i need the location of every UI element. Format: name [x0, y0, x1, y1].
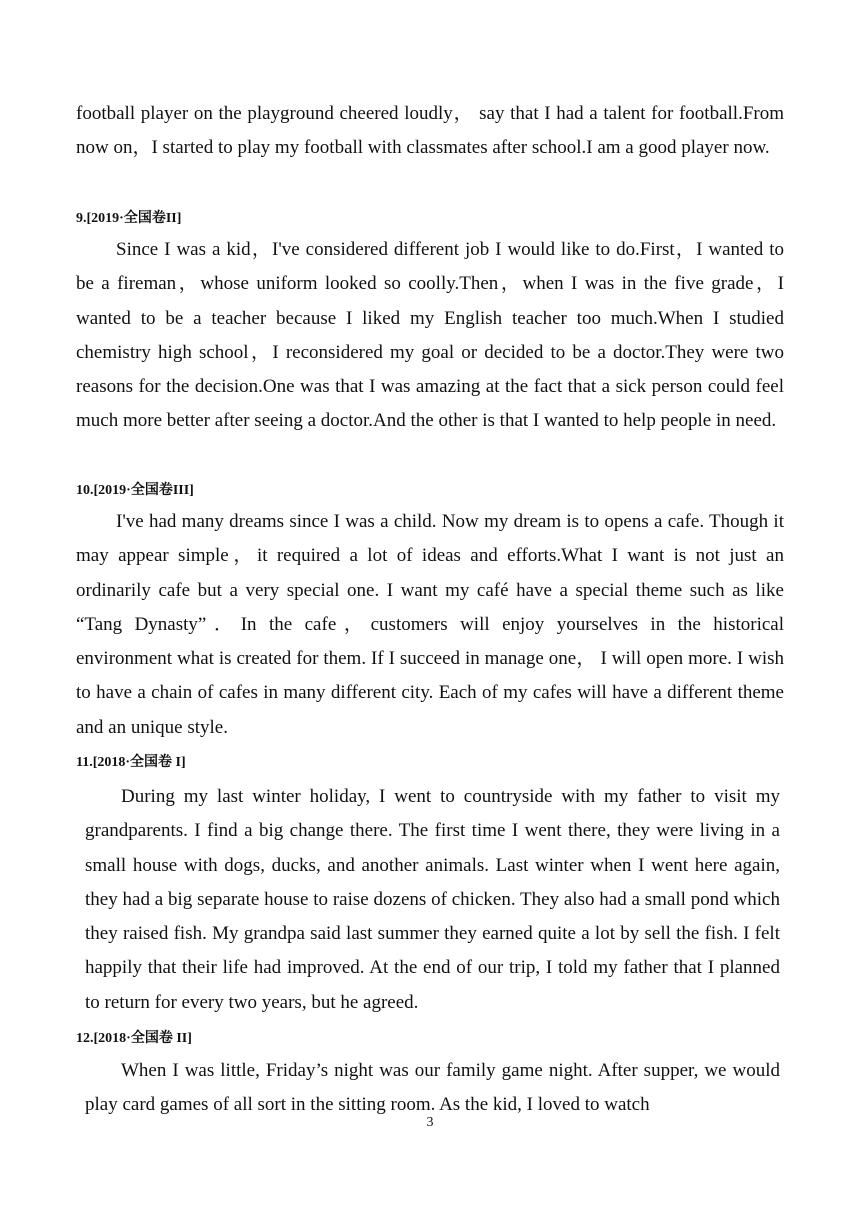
section-9	[76, 209, 784, 229]
section-9-heading: 9.[2019·全国卷II]	[76, 211, 182, 226]
section-9-paragraph: Since I was a kid，I've considered different job I would like to do.First，I wanted to be a fireman，whose uniform looked so coolly.Then，when I was in the five grade，I wanted to be a teacher because I liked my English teacher too much.When I studied chemistry high school，I reconsidered my goal or decided to be a doctor.They were two reasons for the decision.One was that I was amazing at the fact that a sick person could feel much more better after seeing a doctor.And the other is that I wanted to help people in need.	[76, 239, 784, 432]
section-12-paragraph: When I was little, Friday’s night was our family game night. After supper, we would play card games of all sort in the sitting room. As the kid, I loved to watch	[85, 1060, 780, 1116]
section-9-body	[76, 233, 784, 439]
page-number: 3	[426, 1115, 434, 1130]
section-11	[76, 753, 784, 773]
section-12	[76, 1029, 784, 1049]
paragraph-8-continuation: football player on the playground cheered loudly， say that I had a talent for football.From now on，I started to play my football with classmates after school.I am a good player now.	[76, 103, 784, 159]
section-11-paragraph: During my last winter holiday, I went to countryside with my father to visit my grandparents. I find a big change there. The first time I went there, they were living in a small house with dogs, ducks, and another animals. Last winter when I went here again, they had a big separate house to raise dozens of chicken. They also had a small pond which they raised fish. My grandpa said last summer they earned quite a lot by sell the fish. I felt happily that their life had improved. At the end of our trip, I told my father that I planned to return for every two years, but he agreed.	[85, 786, 780, 1013]
section-10	[76, 481, 784, 501]
section-10-body	[76, 505, 784, 745]
section-11-heading: 11.[2018·全国卷 I]	[76, 755, 186, 770]
section-10-heading: 10.[2019·全国卷III]	[76, 483, 194, 498]
section-continuation	[76, 97, 784, 166]
section-12-heading: 12.[2018·全国卷 II]	[76, 1031, 192, 1046]
section-12-body	[85, 1054, 780, 1123]
section-10-paragraph: I've had many dreams since I was a child. Now my dream is to opens a cafe. Though it may appear simple，it required a lot of ideas and efforts.What I want is not just an ordinarily cafe but a very special one. I want my café have a special theme such as like “Tang Dynasty”．In the cafe，customers will enjoy yourselves in the historical environment what is created for them. If I succeed in manage one， I will open more. I wish to have a chain of cafes in many different city. Each of my cafes will have a different theme and an unique style.	[76, 511, 784, 738]
section-11-body	[85, 780, 780, 1020]
